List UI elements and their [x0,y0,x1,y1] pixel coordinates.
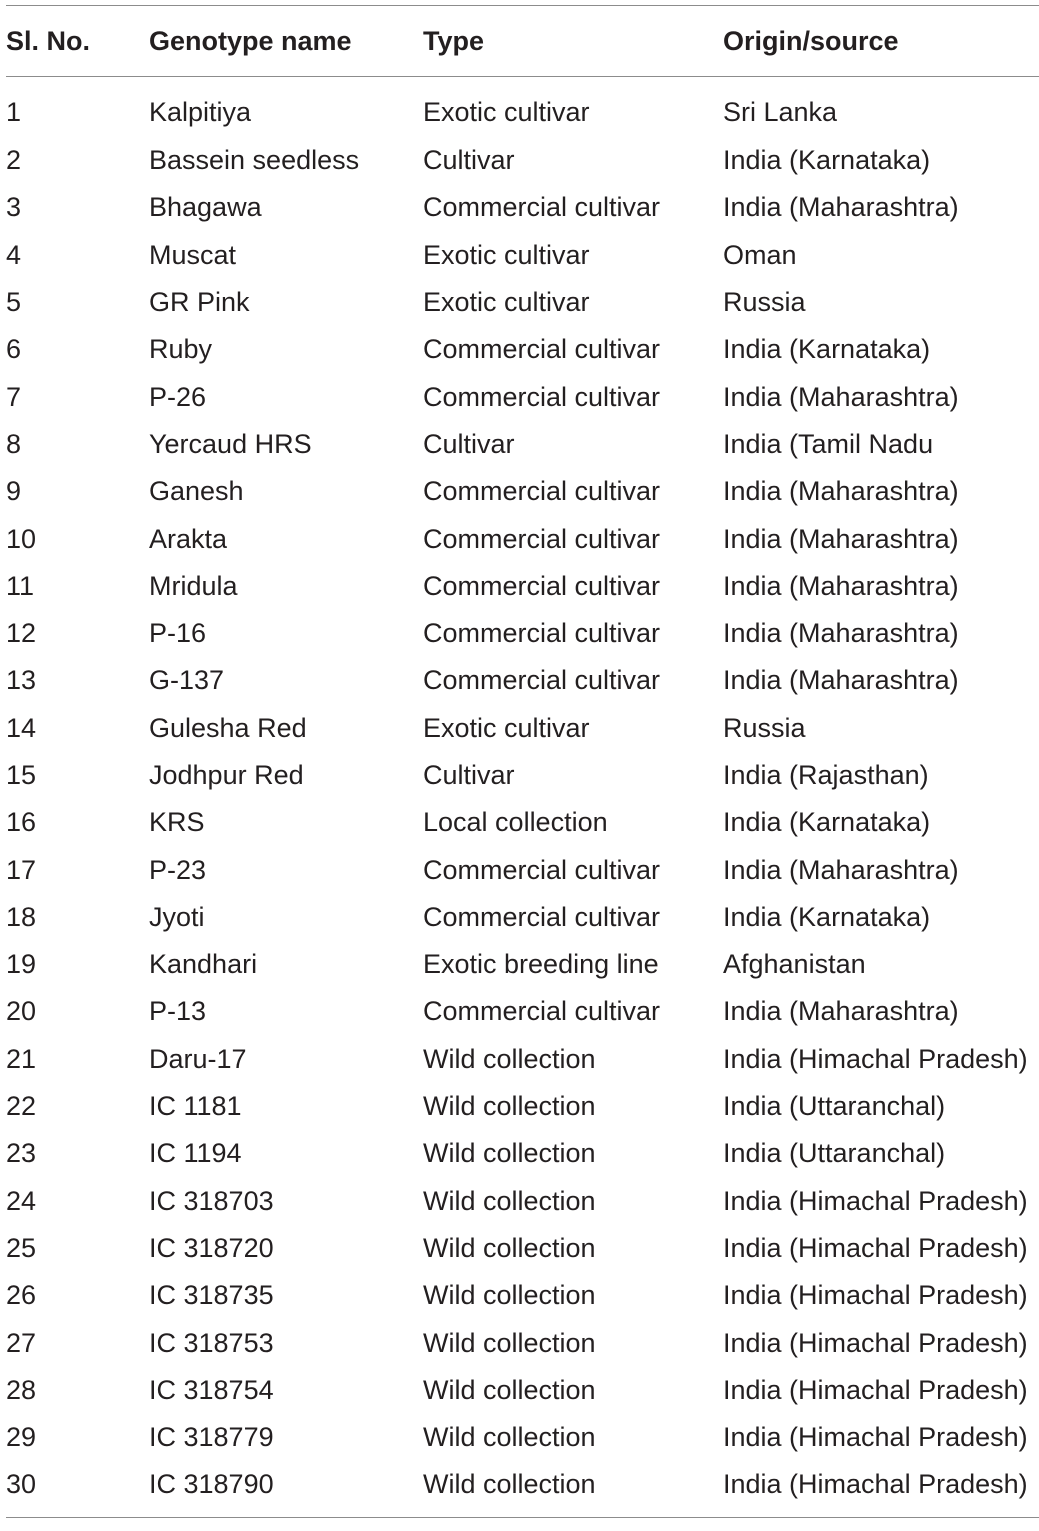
cell-type: Wild collection [423,1280,596,1311]
genotype-table [6,6,1039,1509]
cell-type: Commercial cultivar [423,570,661,601]
cell-type: Exotic breeding line [423,949,659,980]
cell-sl-no: 15 [6,760,37,790]
cell-genotype-name: Bassein seedless [149,145,360,176]
cell-origin-source: India (Himachal Pradesh) [723,1422,1028,1453]
cell-type: Wild collection [423,1232,596,1263]
cell-genotype-name: Kalpitiya [149,96,252,127]
table-row [6,326,1039,373]
cell-sl-no: 9 [6,476,22,507]
cell-type: Exotic cultivar [423,287,590,318]
table-row [6,657,1039,704]
table-row [6,1130,1039,1177]
table-row [6,894,1039,941]
cell-sl-no: 12 [6,618,37,649]
table-body [6,77,1039,1509]
table-row [6,988,1039,1035]
cell-sl-no: 8 [6,428,22,459]
table-row [6,941,1039,988]
cell-origin-source: Russia [723,287,806,318]
cell-sl-no: 5 [6,287,22,318]
cell-sl-no: 28 [6,1374,37,1405]
cell-genotype-name: P-26 [149,381,207,412]
cell-origin-source: India (Himachal Pradesh) [723,1043,1028,1074]
cell-sl-no: 21 [6,1043,37,1074]
cell-origin-source: India (Himachal Pradesh) [723,1374,1028,1405]
cell-type: Wild collection [423,1469,596,1500]
cell-type: Commercial cultivar [423,381,661,412]
cell-sl-no: 17 [6,854,37,885]
header-type: Type [423,6,723,77]
table-row [6,1083,1039,1130]
cell-type: Exotic cultivar [423,239,590,270]
cell-genotype-name: Mridula [149,570,238,601]
table-row [6,752,1039,799]
cell-sl-no: 25 [6,1232,37,1263]
cell-origin-source: India (Maharashtra) [723,523,959,554]
cell-sl-no: 29 [6,1422,37,1453]
cell-origin-source: India (Maharashtra) [723,192,959,223]
cell-genotype-name: KRS [149,807,205,838]
cell-type: Wild collection [423,1043,596,1074]
cell-type: Commercial cultivar [423,476,661,507]
cell-type: Cultivar [423,145,515,176]
cell-origin-source: India (Maharashtra) [723,996,959,1027]
cell-origin-source: India (Uttaranchal) [723,1138,946,1169]
cell-type: Commercial cultivar [423,901,661,932]
cell-origin-source: India (Maharashtra) [723,476,959,507]
cell-genotype-name: P-16 [149,618,207,649]
cell-sl-no: 13 [6,665,37,696]
cell-origin-source: India (Karnataka) [723,145,931,176]
cell-sl-no: 26 [6,1280,37,1311]
cell-genotype-name: IC 318779 [149,1422,274,1453]
cell-type: Wild collection [423,1327,596,1358]
cell-origin-source: India (Himachal Pradesh) [723,1469,1028,1500]
cell-sl-no: 24 [6,1185,37,1216]
table-row [6,232,1039,279]
table-row [6,468,1039,515]
table-row [6,1461,1039,1508]
cell-origin-source: India (Karnataka) [723,901,931,932]
cell-sl-no: 4 [6,239,22,270]
table-row [6,1414,1039,1461]
cell-origin-source: India (Uttaranchal) [723,1091,946,1122]
cell-origin-source: Afghanistan [723,949,866,980]
table-row [6,1225,1039,1272]
cell-type: Wild collection [423,1138,596,1169]
cell-type: Commercial cultivar [423,192,661,223]
cell-sl-no: 11 [6,570,35,601]
header-row [6,6,1039,77]
cell-type: Exotic cultivar [423,96,590,127]
cell-origin-source: Russia [723,712,806,743]
cell-origin-source: Oman [723,239,797,270]
cell-type: Cultivar [423,760,515,790]
header-sl-no: Sl. No. [6,6,149,77]
cell-genotype-name: Jodhpur Red [149,760,304,790]
table-header [6,6,1039,77]
cell-type: Wild collection [423,1091,596,1122]
cell-genotype-name: GR Pink [149,287,250,318]
cell-origin-source: India (Maharashtra) [723,618,959,649]
cell-origin-source: India (Maharashtra) [723,570,959,601]
cell-origin-source: India (Himachal Pradesh) [723,1232,1028,1263]
cell-genotype-name: IC 318790 [149,1469,274,1500]
cell-origin-source: India (Himachal Pradesh) [723,1185,1028,1216]
table-row [6,279,1039,326]
table-row [6,610,1039,657]
table-row [6,515,1039,562]
cell-sl-no: 6 [6,334,22,365]
cell-genotype-name: P-23 [149,854,207,885]
cell-sl-no: 16 [6,807,37,838]
table-row [6,1367,1039,1414]
cell-sl-no: 30 [6,1469,37,1500]
cell-type: Commercial cultivar [423,618,661,649]
cell-type: Commercial cultivar [423,334,661,365]
table-row [6,1319,1039,1366]
cell-genotype-name: Ruby [149,334,213,365]
cell-origin-source: India (Maharashtra) [723,854,959,885]
cell-origin-source: India (Himachal Pradesh) [723,1280,1028,1311]
cell-genotype-name: P-13 [149,996,207,1027]
cell-genotype-name: IC 318754 [149,1374,274,1405]
cell-genotype-name: IC 318735 [149,1280,274,1311]
cell-sl-no: 7 [6,381,22,412]
cell-genotype-name: Kandhari [149,949,258,980]
cell-type: Commercial cultivar [423,996,661,1027]
table-row [6,846,1039,893]
table-row [6,563,1039,610]
cell-origin-source: Sri Lanka [723,96,838,127]
cell-genotype-name: Daru-17 [149,1043,247,1074]
cell-genotype-name: IC 318703 [149,1185,274,1216]
table-row [6,373,1039,420]
table-row [6,705,1039,752]
cell-type: Wild collection [423,1374,596,1405]
cell-sl-no: 10 [6,523,37,554]
cell-sl-no: 19 [6,949,37,980]
cell-origin-source: India (Himachal Pradesh) [723,1327,1028,1358]
cell-origin-source: India (Maharashtra) [723,381,959,412]
table-row [6,184,1039,231]
cell-type: Commercial cultivar [423,854,661,885]
table-row [6,1178,1039,1225]
cell-genotype-name: IC 1194 [149,1138,242,1169]
cell-type: Wild collection [423,1185,596,1216]
cell-genotype-name: IC 318720 [149,1232,274,1263]
cell-genotype-name: Ganesh [149,476,244,507]
cell-genotype-name: Bhagawa [149,192,262,223]
cell-genotype-name: Gulesha Red [149,712,307,743]
cell-genotype-name: Arakta [149,523,228,554]
header-genotype-name: Genotype name [149,6,423,77]
table-bottom-rule [6,1517,1039,1518]
table-row [6,77,1039,138]
cell-sl-no: 22 [6,1091,37,1122]
cell-genotype-name: Muscat [149,239,237,270]
header-origin-source: Origin/source [723,6,1039,77]
cell-type: Commercial cultivar [423,665,661,696]
cell-genotype-name: Yercaud HRS [149,428,312,459]
cell-sl-no: 14 [6,712,37,743]
cell-sl-no: 1 [6,96,22,127]
cell-origin-source: India (Karnataka) [723,807,931,838]
cell-genotype-name: IC 318753 [149,1327,274,1358]
cell-type: Commercial cultivar [423,523,661,554]
cell-type: Wild collection [423,1422,596,1453]
table-row [6,799,1039,846]
cell-origin-source: India (Rajasthan) [723,760,929,790]
cell-genotype-name: Jyoti [149,901,205,932]
table-row [6,421,1039,468]
cell-sl-no: 23 [6,1138,37,1169]
table-row [6,1036,1039,1083]
cell-sl-no: 27 [6,1327,37,1358]
cell-sl-no: 2 [6,145,22,176]
table-row [6,1272,1039,1319]
cell-type: Exotic cultivar [423,712,590,743]
cell-genotype-name: IC 1181 [149,1091,242,1122]
cell-origin-source: India (Maharashtra) [723,665,959,696]
table-row [6,137,1039,184]
cell-sl-no: 20 [6,996,37,1027]
cell-type: Cultivar [423,428,515,459]
cell-origin-source: India (Karnataka) [723,334,931,365]
cell-type: Local collection [423,807,608,838]
cell-origin-source: India (Tamil Nadu [723,428,934,459]
cell-sl-no: 18 [6,901,37,932]
genotype-table-container [6,5,1039,1509]
cell-sl-no: 3 [6,192,22,223]
cell-genotype-name: G-137 [149,665,225,696]
